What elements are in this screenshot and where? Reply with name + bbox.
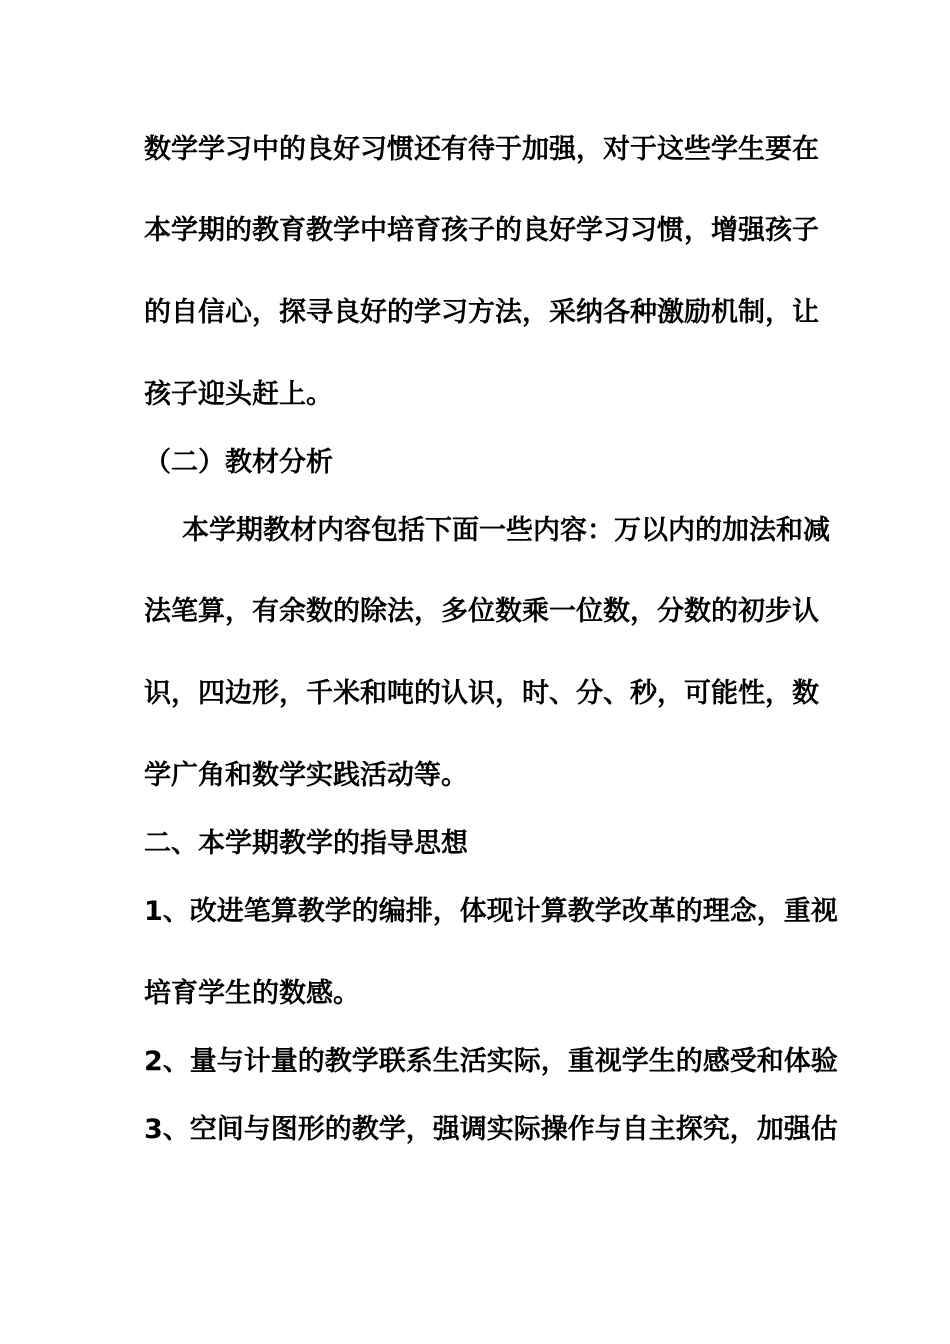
paragraph-line: 学广角和数学实践活动等。 xyxy=(144,760,468,791)
list-item-line: 培育学生的数感。 xyxy=(144,978,360,1009)
paragraph-line: 数学学习中的良好习惯还有待于加强，对于这些学生要在 xyxy=(144,134,819,165)
paragraph-line: 孩子迎头赶上。 xyxy=(144,379,333,410)
paragraph-line: 法笔算，有余数的除法，多位数乘一位数，分数的初步认 xyxy=(144,596,819,627)
paragraph-line: 的自信心，探寻良好的学习方法，采纳各种激励机制，让 xyxy=(144,297,819,328)
list-item-line: 1、改进笔算教学的编排，体现计算教学改革的理念，重视 xyxy=(144,896,838,927)
paragraph-line: 本学期的教育教学中培育孩子的良好学习习惯，增强孩子 xyxy=(144,215,819,246)
list-item-line: 2、量与计量的教学联系生活实际，重视学生的感受和体验 xyxy=(144,1046,838,1077)
list-item-line: 3、空间与图形的教学，强调实际操作与自主探究，加强估 xyxy=(144,1114,838,1145)
paragraph-line: 识，四边形，千米和吨的认识，时、分、秒，可能性，数 xyxy=(144,678,819,709)
paragraph-line: 本学期教材内容包括下面一些内容：万以内的加法和减 xyxy=(182,515,830,546)
section-heading: 二、本学期教学的指导思想 xyxy=(144,828,468,859)
section-heading: （二）教材分析 xyxy=(144,447,333,478)
